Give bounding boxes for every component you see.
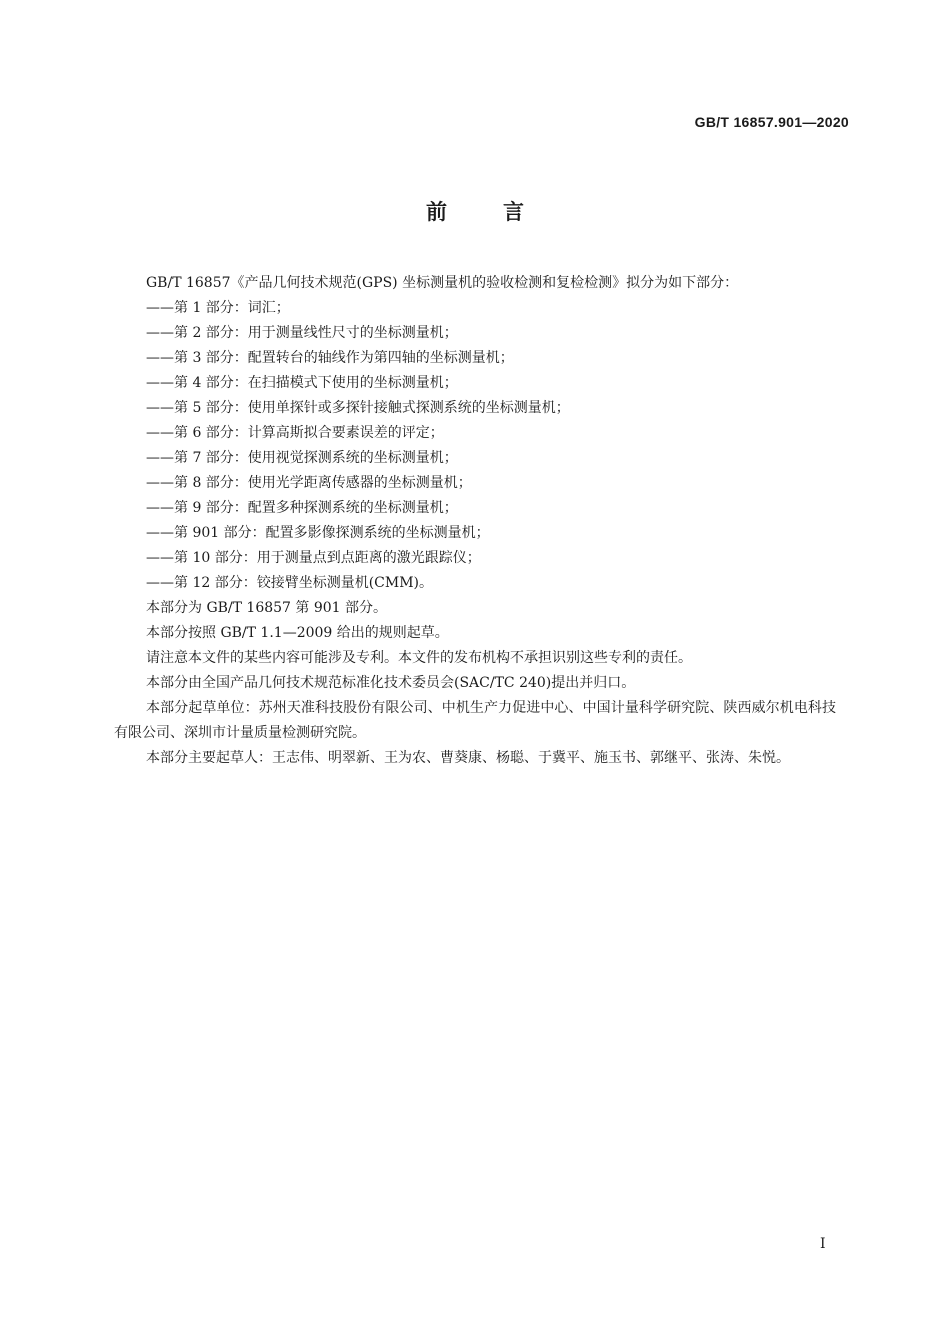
list-item: ——第 2 部分：用于测量线性尺寸的坐标测量机； (146, 325, 458, 341)
parts-list (114, 296, 836, 596)
page-title: 前言 (426, 200, 580, 224)
list-item: ——第 8 部分：使用光学距离传感器的坐标测量机； (146, 475, 472, 491)
list-item: ——第 5 部分：使用单探针或多探针接触式探测系统的坐标测量机； (146, 400, 570, 416)
paragraph-drafting-units: 本部分起草单位：苏州天准科技股份有限公司、中机生产力促进中心、中国计量科学研究院、陕西威尔机电科技有限公司、深圳市计量质量检测研究院。 (114, 700, 836, 741)
list-item: ——第 1 部分：词汇； (146, 300, 290, 316)
page-number: I (820, 1236, 826, 1252)
paragraph-drafting-rules: 本部分按照 GB/T 1.1—2009 给出的规则起草。 (146, 625, 449, 641)
standard-code: GB/T 16857.901—2020 (694, 114, 849, 130)
list-item: ——第 6 部分：计算高斯拟合要素误差的评定； (146, 425, 444, 441)
foreword-body (114, 271, 836, 771)
list-item: ——第 901 部分：配置多影像探测系统的坐标测量机； (146, 525, 490, 541)
list-item: ——第 9 部分：配置多种探测系统的坐标测量机； (146, 500, 458, 516)
list-item: ——第 12 部分：铰接臂坐标测量机(CMM)。 (146, 575, 434, 591)
list-item: ——第 4 部分：在扫描模式下使用的坐标测量机； (146, 375, 458, 391)
paragraph-part-number: 本部分为 GB/T 16857 第 901 部分。 (146, 600, 388, 616)
paragraph-patent-notice: 请注意本文件的某些内容可能涉及专利。本文件的发布机构不承担识别这些专利的责任。 (146, 650, 692, 666)
paragraph-drafters: 本部分主要起草人：王志伟、明翠新、王为农、曹葵康、杨聪、于冀平、施玉书、郭继平、张涛、朱悦。 (146, 750, 790, 766)
paragraph-proposer: 本部分由全国产品几何技术规范标准化技术委员会(SAC/TC 240)提出并归口。 (146, 675, 636, 691)
intro-paragraph: GB/T 16857《产品几何技术规范(GPS) 坐标测量机的验收检测和复检检测》拟分为如下部分： (146, 275, 739, 291)
list-item: ——第 3 部分：配置转台的轴线作为第四轴的坐标测量机； (146, 350, 514, 366)
list-item: ——第 7 部分：使用视觉探测系统的坐标测量机； (146, 450, 458, 466)
list-item: ——第 10 部分：用于测量点到点距离的激光跟踪仪； (146, 550, 481, 566)
